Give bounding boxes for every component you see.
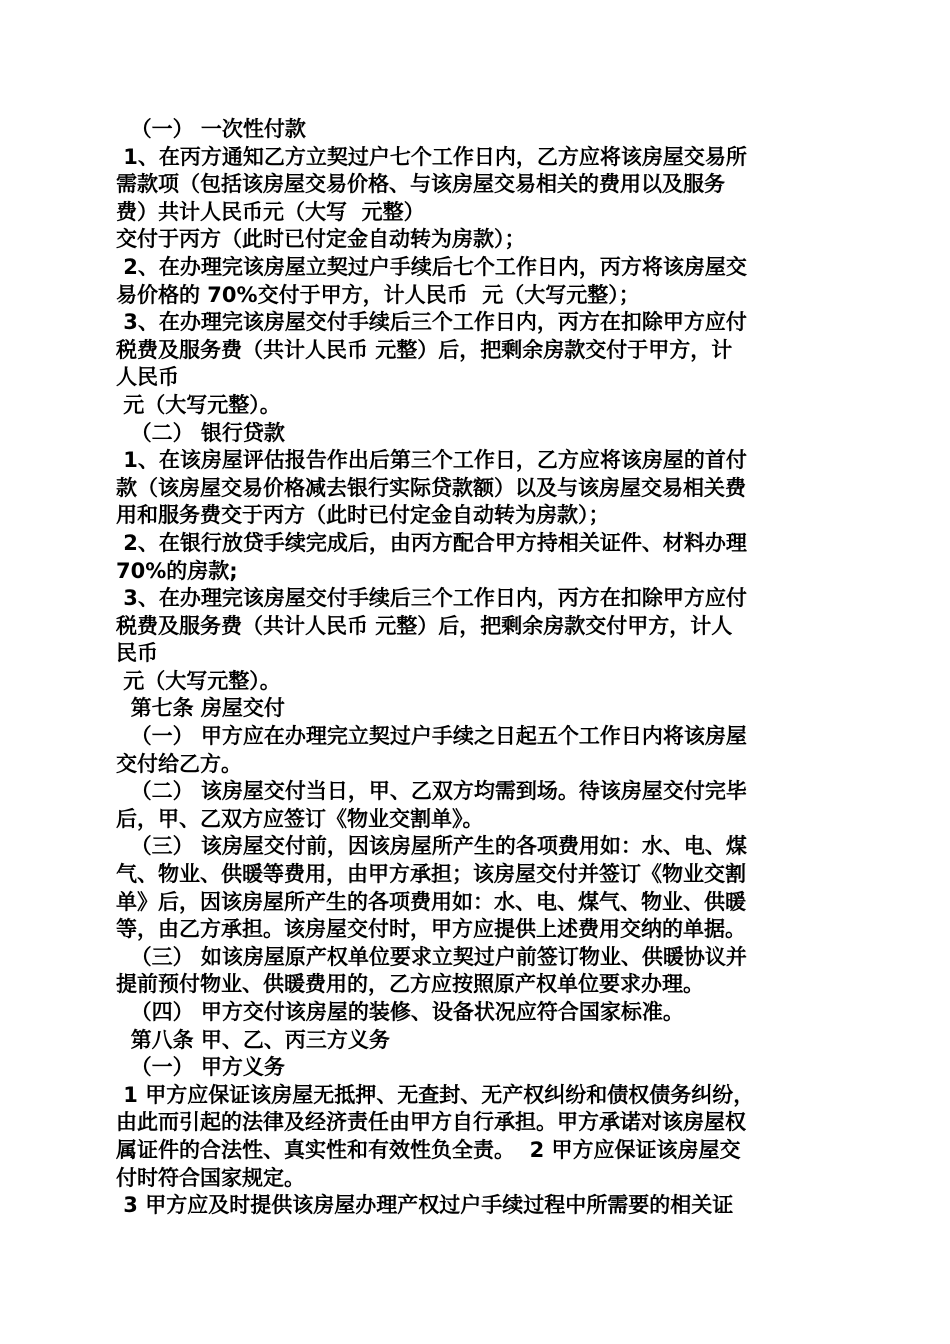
article-heading: 第八条 甲、乙、丙三方义务 xyxy=(116,1027,390,1052)
clause-line: 交付给乙方。 xyxy=(116,751,242,776)
clause-line: 3、在办理完该房屋交付手续后三个工作日内，丙方在扣除甲方应付 xyxy=(116,310,747,335)
clause-line: （四） 甲方交付该房屋的装修、设备状况应符合国家标准。 xyxy=(116,1000,684,1024)
clause-line: 1、在该房屋评估报告作出后第三个工作日，乙方应将该房屋的首付 xyxy=(116,448,747,473)
section-heading: （一） 一次性付款 xyxy=(116,117,306,141)
clause-line: 70%的房款; xyxy=(116,558,238,583)
clause-line: （三） 该房屋交付前，因该房屋所产生的各项费用如：水、电、煤 xyxy=(116,834,747,859)
clause-line: （三） 如该房屋原产权单位要求立契过户前签订物业、供暖协议并 xyxy=(116,944,747,969)
clause-line: 气、物业、供暖等费用，由甲方承担；该房屋交付并签订《物业交割 xyxy=(116,862,746,887)
clause-line: 1 甲方应保证该房屋无抵押、无查封、无产权纠纷和债权债务纠纷， xyxy=(116,1082,755,1107)
clause-line: 交付于丙方（此时已付定金自动转为房款）； xyxy=(116,227,526,252)
clause-line: 提前预付物业、供暖费用的，乙方应按照原产权单位要求办理。 xyxy=(116,972,704,997)
clause-line: 1、在丙方通知乙方立契过户七个工作日内，乙方应将该房屋交易所 xyxy=(116,144,747,169)
clause-line: 单》后，因该房屋所产生的各项费用如：水、电、煤气、物业、供暖 xyxy=(116,889,746,914)
clause-line: 费）共计人民币元（大写 元整） xyxy=(116,199,425,224)
clause-line: （一） 甲方应在办理完立契过户手续之日起五个工作日内将该房屋 xyxy=(116,724,747,749)
clause-line: 易价格的 70%交付于甲方，计人民币 元（大写元整）； xyxy=(116,282,640,307)
article-heading: 第七条 房屋交付 xyxy=(116,696,285,721)
clause-line: 3、在办理完该房屋交付手续后三个工作日内，丙方在扣除甲方应付 xyxy=(116,586,747,611)
clause-line: 付时符合国家规定。 xyxy=(116,1165,305,1190)
clause-line: 由此而引起的法律及经济责任由甲方自行承担。甲方承诺对该房屋权 xyxy=(116,1110,746,1135)
clause-line: 2、在银行放贷手续完成后，由丙方配合甲方持相关证件、材料办理 xyxy=(116,530,747,555)
clause-line: 等，由乙方承担。该房屋交付时，甲方应提供上述费用交纳的单据。 xyxy=(116,917,746,942)
clause-line: 2、在办理完该房屋立契过户手续后七个工作日内，丙方将该房屋交 xyxy=(116,254,747,279)
document-body xyxy=(116,116,840,1220)
clause-line: 后，甲、乙双方应签订《物业交割单》。 xyxy=(116,806,484,831)
clause-line: 款（该房屋交易价格减去银行实际贷款额）以及与该房屋交易相关费 xyxy=(116,475,746,500)
clause-line: （二） 该房屋交付当日，甲、乙双方均需到场。待该房屋交付完毕 xyxy=(116,779,747,804)
clause-line: 属证件的合法性、真实性和有效性负全责。 2 甲方应保证该房屋交 xyxy=(116,1137,741,1162)
clause-line: 民币 xyxy=(116,641,158,666)
clause-line: 用和服务费交于丙方（此时已付定金自动转为房款）； xyxy=(116,503,610,528)
clause-line: 元（大写元整）。 xyxy=(116,668,281,693)
section-heading: （二） 银行贷款 xyxy=(116,420,285,445)
clause-line: 3 甲方应及时提供该房屋办理产权过户手续过程中所需要的相关证 xyxy=(116,1193,734,1218)
clause-line: 需款项（包括该房屋交易价格、与该房屋交易相关的费用以及服务 xyxy=(116,172,725,197)
clause-line: 税费及服务费（共计人民币 元整）后，把剩余房款交付于甲方，计 xyxy=(116,337,733,362)
clause-line: 元（大写元整）。 xyxy=(116,392,281,417)
clause-line: 人民币 xyxy=(116,365,179,390)
section-heading: （一） 甲方义务 xyxy=(116,1055,285,1080)
clause-line: 税费及服务费（共计人民币 元整）后，把剩余房款交付甲方，计人 xyxy=(116,613,733,638)
